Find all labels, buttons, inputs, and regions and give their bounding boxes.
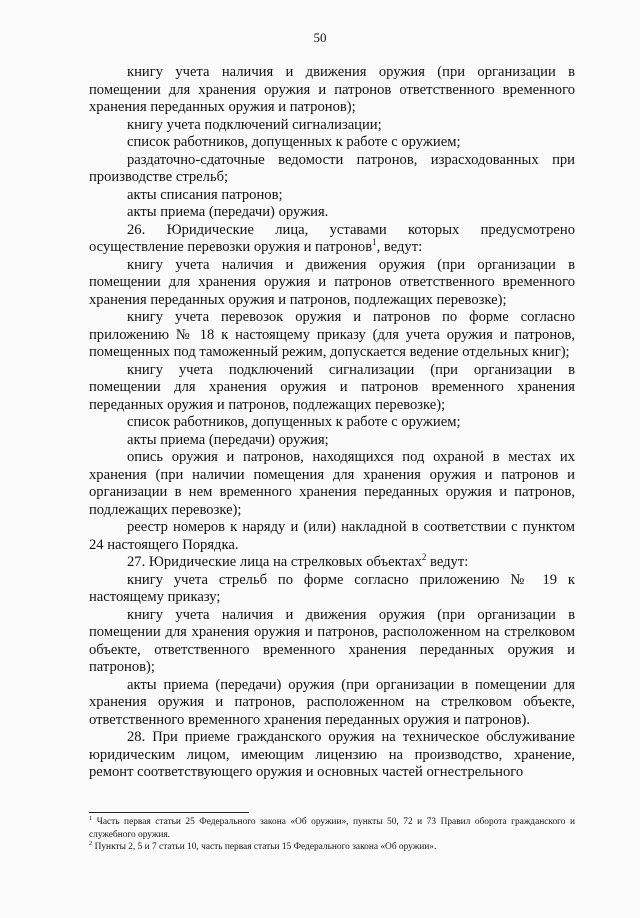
paragraph-item-28 (89, 729, 575, 782)
paragraph-text: акты приема (передачи) оружия (при организации в помещении для хранения оружия и патронов, расположенном на стрелковом объекте, ответственного временного хранения переданных оружия и патронов). (89, 676, 575, 728)
paragraph-text: книгу учета подключений сигнализации (при организации в помещении для хранения оружия и патронов временного хранения переданных оружия и патронов, подлежащих перевозке); (89, 361, 575, 413)
document-body (89, 64, 575, 782)
paragraph-text: книгу учета подключений сигнализации; (127, 116, 382, 133)
paragraph (89, 362, 575, 415)
paragraph-text: реестр номеров к наряду и (или) накладной в соответствии с пунктом 24 настоящего Порядка. (89, 519, 575, 553)
paragraph-text: книгу учета наличия и движения оружия (при организации в помещении для хранения оружия и патронов ответственного временного хранения переданных оружия и патронов); (89, 64, 575, 115)
paragraph (89, 519, 575, 554)
footnote (89, 841, 575, 854)
paragraph-text: список работников, допущенных к работе с оружием; (127, 414, 461, 430)
paragraph-text: 28. При приеме гражданского оружия на техническое обслуживание юридическим лицом, имеющим лицензию на производство, хранение, ремонт соответствующего оружия и основных частей огнестрельного (89, 729, 575, 780)
paragraph (89, 572, 575, 607)
paragraph (89, 152, 575, 187)
footnote-text: Пункты 2, 5 и 7 статьи 10, часть первая статьи 15 Федерального закона «Об оружии». (92, 842, 437, 852)
footnote (89, 816, 575, 841)
paragraph-text: акты приема (передачи) оружия; (127, 431, 329, 448)
footnote-mark: 1 (89, 814, 93, 822)
paragraph-text: книгу учета наличия и движения оружия (при организации в помещении для хранения оружия и патронов ответственного временного хранения переданных оружия и патронов, подлежащих перевозке); (89, 256, 575, 308)
paragraph (89, 607, 575, 677)
paragraph-text: 27. Юридические лица на стрелковых объектах (127, 554, 422, 570)
paragraph-text: 26. Юридические лица, уставами которых предусмотрено осуществление перевозки оружия и патронов (89, 221, 575, 255)
footnote-reference[interactable]: 2 (421, 552, 427, 563)
paragraph-item-26 (89, 222, 575, 257)
paragraph-item-27 (89, 554, 575, 572)
paragraph-text: опись оружия и патронов, находящихся под охраной в местах их хранения (при наличии помещения для хранения оружия и патронов и организации в нем временного хранения переданных оружия и патронов, подлежащих перевозке); (89, 449, 575, 518)
paragraph-text-tail: , ведут: (376, 239, 423, 255)
paragraph (89, 257, 575, 310)
paragraph (89, 204, 575, 222)
footnotes (89, 816, 575, 854)
paragraph-text: список работников, допущенных к работе с оружием; (127, 134, 461, 150)
footnote-reference[interactable]: 1 (372, 237, 377, 248)
footnote-mark: 2 (89, 839, 93, 847)
paragraph-text: раздаточно-сдаточные ведомости патронов, израсходованных при производстве стрельб; (89, 151, 575, 185)
paragraph-text: акты списания патронов; (127, 186, 283, 203)
paragraph (89, 64, 575, 117)
paragraph-text: книгу учета стрельб по форме согласно приложению № 19 к настоящему приказу; (89, 571, 575, 605)
paragraph-text: книгу учета перевозок оружия и патронов по форме согласно приложению № 18 к настоящему приказу (для учета оружия и патронов, помещенных под таможенный режим, допускается ведение отдельных книг); (89, 309, 575, 360)
footnote-text: Часть первая статьи 25 Федерального закона «Об оружии», пункты 50, 72 и 73 Правил оборота гражданского и служебного оружия. (89, 817, 575, 840)
paragraph (89, 414, 575, 432)
footnote-separator (89, 812, 249, 813)
paragraph (89, 449, 575, 519)
paragraph (89, 187, 575, 205)
paragraph (89, 134, 575, 152)
paragraph-text: книгу учета наличия и движения оружия (при организации в помещении для хранения оружия и патронов, расположенном на стрелковом объекте, ответственного временного хранения переданных оружия и патронов); (89, 606, 575, 675)
paragraph-text: акты приема (передачи) оружия. (127, 204, 329, 220)
paragraph (89, 117, 575, 135)
paragraph (89, 309, 575, 362)
paragraph-text-tail: ведут: (426, 554, 469, 570)
paragraph (89, 432, 575, 450)
paragraph (89, 677, 575, 730)
page-number: 50 (313, 30, 327, 45)
